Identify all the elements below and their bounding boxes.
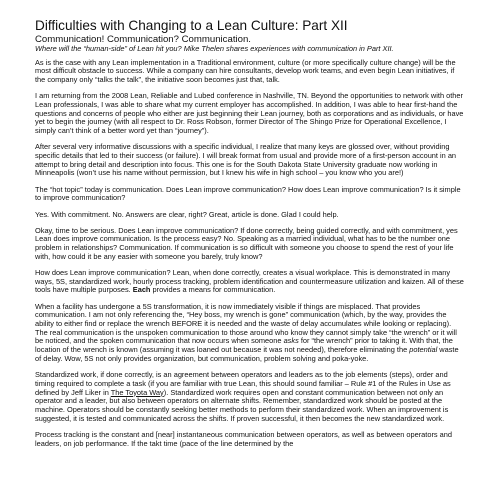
paragraph-9-book-title: The Toyota Way (110, 387, 164, 397)
paragraph-7-text: How does Lean improve communication? Lean, when done correctly, creates a visual workplace. This is demonstrated in many ways, 5S, standardized work, hourly process tracking, problem identification and countermeasure utilization and kaizen. All of these tools have multiple purposes. (35, 268, 464, 295)
paragraph-9 (35, 371, 465, 423)
paragraph-8-text-a: When a facility has undergone a 5S transformation, it is now immediately visible if things are misplaced. That provides communication. I am not only referencing the, “Hey boss, my wrench is gone” communication (which, by the way, provides the ability to either find or replace the wrench BEFORE it is needed and the waste of delay accumulates while looking or replacing). The real communication is the unspoken communication to those around who know they cannot simply take “the wrench” or it will be noticed, and the spoken communication that now occurs when someone (35, 301, 457, 346)
paragraph-6: Okay, time to be serious. Does Lean improve communication? If done correctly, being guided correctly, and with commitment, yes Lean does improve communication. Is the process easy? No. Speaking as a married individual, what has to be the number one problem in relationships? Communication. If communication is so difficult with someone you choose to spend the rest of your life with, how could it be any easier with someone you barely, truly know? (35, 225, 458, 261)
document-intro: Where will the “human-side” of Lean hit you? Mike Thelen shares experiences with communication in Part XII. (35, 44, 394, 53)
paragraph-5: Yes. With commitment. No. Answers are clear, right? Great, article is done. Glad I could help. (35, 209, 339, 219)
paragraph-8-text-b: for “the wrench” prior to taking it. With that, the location of the wrench is known (assuming it was loaned out because it was not needed), therefore eliminating the (35, 336, 453, 355)
paragraph-9-text-b: ). Standardized work requires open and constant communication between not only an operator and a leader, but also between operators on alternate shifts. Remember, standardized work should be posted at the machine. Operators should be constantly seeking better methods to perform their standardized work. When an improvement is suggested, it is tested and communicated across the shifts. If proven successful, it then becomes the new standardized work. (35, 387, 449, 423)
paragraph-4: The “hot topic” today is communication. Does Lean improve communication? How does Lean improve communication? Is it simple to improve communication? (35, 184, 461, 203)
document-title: Difficulties with Changing to a Lean Culture: Part XII (35, 18, 348, 33)
paragraph-7-text-end: provides a means for communication. (150, 285, 276, 295)
paragraph-8 (35, 303, 465, 364)
document-subtitle: Communication! Communication? Communication. (35, 34, 251, 45)
paragraph-2: I am returning from the 2008 Lean, Reliable and Lubed conference in Nashville, TN. Beyond the opportunities to network with other Lean professionals, I was able to share what my current employer has accomplished. In addition, I was able to hear first-hand the questions and concerns of people who either are just beginning their Lean journey, both as corporations and as individuals, or have yet to begin the journey (with all respect to Dr. Ross Robson, former Director of The Shingo Prize for Operational Excellence, I simply can’t think of a better word yet than “journey”). (35, 91, 464, 136)
paragraph-8-text-c: waste of delay. Wow, 5S not only provides organization, but communication, problem solving and poka-yoke. (35, 345, 459, 363)
paragraph-7-bold-each: Each (132, 285, 151, 295)
paragraph-1: As is the case with any Lean implementation in a Traditional environment, culture (or more specifically culture change) will be the most difficult obstacle to success. While a company can hire consultants, develop work teams, and even begin Lean initiatives, if the company only “talks the talk”, the initiative soon becomes just that, talk. (35, 57, 456, 85)
paragraph-10: Process tracking is the constant and [near] instantaneous communication between operators, as well as between operators and leaders, on job performance. If the takt time (pace of the line determined by the (35, 429, 452, 448)
paragraph-8-italic-potential: potential (409, 345, 438, 355)
paragraph-9-text-a: Standardized work, if done correctly, is an agreement between operators and leaders as to the job elements (steps), order and timing required to complete a task (if you are familiar with true Lean, this should sound familiar – Rule #1 of the Rules in Use as defined by Jeff Liker in (35, 370, 451, 397)
paragraph-7 (35, 269, 465, 295)
paragraph-8-italic-asks: asks (283, 336, 299, 346)
paragraph-3: After several very informative discussions with a specific individual, I realize that many keys are glossed over, without providing specific details that led to their success (or failure). I will break format from usual and provide more of a first-person account in an attempt to bring detail and description into focus. This one is for the South Dakota State University graduate now working in Minneapolis (won’t use his name without permission, but I knew his wife in high school – you know who you are!) (35, 142, 457, 178)
document-page (35, 18, 465, 456)
